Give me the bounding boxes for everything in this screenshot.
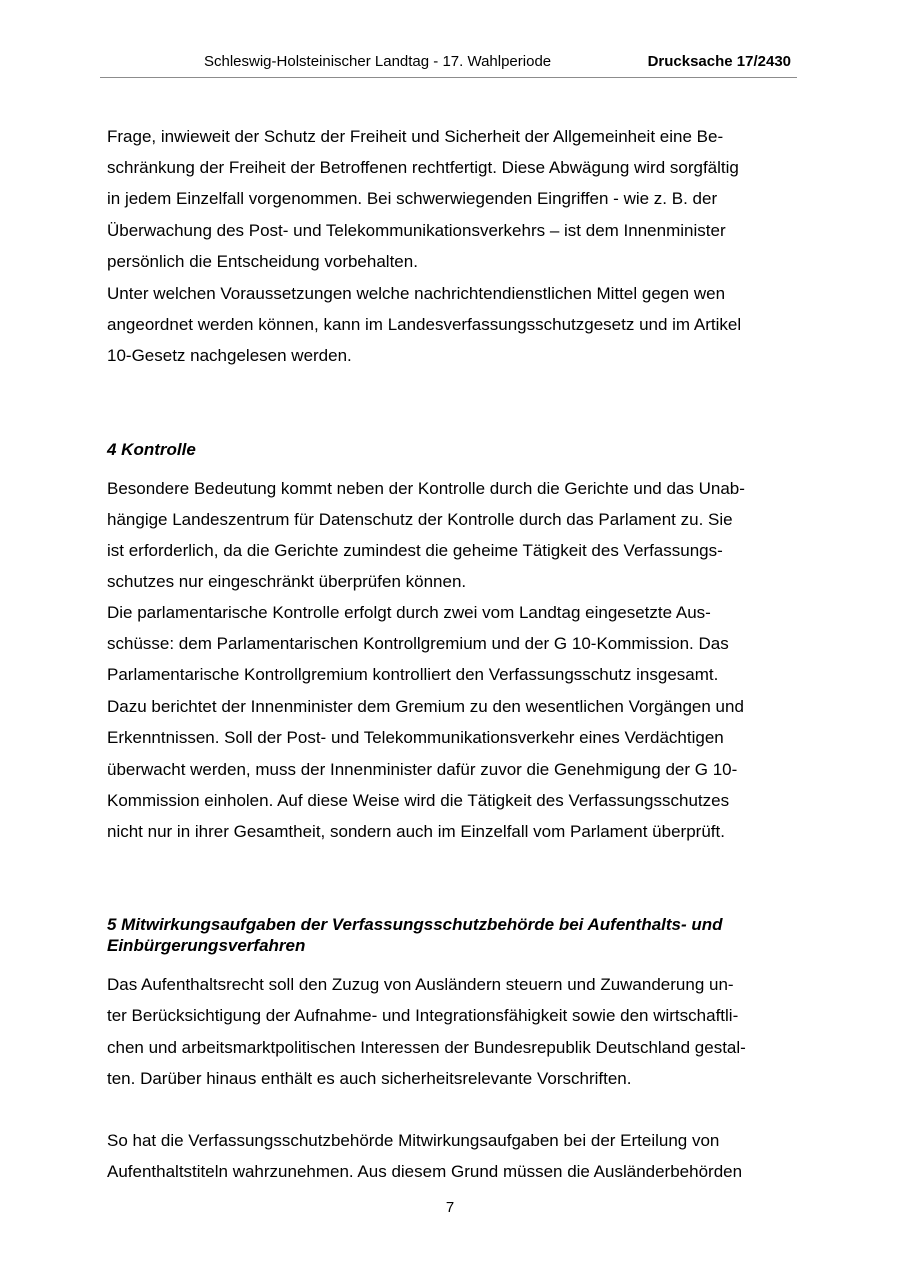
text-line: ter Berücksichtigung der Aufnahme- und Integrationsfähigkeit sowie den wirtschaftli- (107, 1006, 739, 1025)
text-line: überwacht werden, muss der Innenminister dafür zuvor die Genehmigung der G 10- (107, 760, 738, 779)
text-line: ist erforderlich, da die Gerichte zumindest die geheime Tätigkeit des Verfassungs- (107, 541, 723, 560)
header-title: Schleswig-Holsteinischer Landtag - 17. Wahlperiode (204, 53, 552, 70)
document-number: Drucksache 17/2430 (647, 53, 791, 70)
text-line: nicht nur in ihrer Gesamtheit, sondern auch im Einzelfall vom Parlament überprüft. (107, 822, 725, 841)
text-line: 10-Gesetz nachgelesen werden. (107, 346, 352, 365)
section-5-heading: Einbürgerungsverfahren (107, 936, 306, 955)
text-line: in jedem Einzelfall vorgenommen. Bei schwerwiegenden Eingriffen - wie z. B. der (107, 189, 718, 208)
section-4-heading: 4 Kontrolle (107, 440, 196, 459)
page-number: 7 (445, 1199, 455, 1216)
text-line: chen und arbeitsmarktpolitischen Interessen der Bundesrepublik Deutschland gestal- (107, 1038, 746, 1057)
text-line: Das Aufenthaltsrecht soll den Zuzug von Ausländern steuern und Zuwanderung un- (107, 975, 734, 994)
text-line: Die parlamentarische Kontrolle erfolgt durch zwei vom Landtag eingesetzte Aus- (107, 603, 711, 622)
text-line: Kommission einholen. Auf diese Weise wird die Tätigkeit des Verfassungsschutzes (107, 791, 730, 810)
text-line: Überwachung des Post- und Telekommunikationsverkehrs – ist dem Innenminister (107, 221, 726, 240)
text-line: schutzes nur eingeschränkt überprüfen können. (107, 572, 467, 591)
text-line: Erkenntnissen. Soll der Post- und Telekommunikationsverkehr eines Verdächtigen (107, 728, 724, 747)
text-line: Aufenthaltstiteln wahrzunehmen. Aus diesem Grund müssen die Ausländerbehörden (107, 1162, 743, 1181)
text-line: hängige Landeszentrum für Datenschutz der Kontrolle durch das Parlament zu. Sie (107, 510, 733, 529)
text-line: angeordnet werden können, kann im Landesverfassungsschutzgesetz und im Artikel (107, 315, 742, 334)
text-line: schränkung der Freiheit der Betroffenen rechtfertigt. Diese Abwägung wird sorgfältig (107, 158, 739, 177)
text-line: Frage, inwieweit der Schutz der Freiheit und Sicherheit der Allgemeinheit eine Be- (107, 127, 724, 146)
text-line: schüsse: dem Parlamentarischen Kontrollgremium und der G 10-Kommission. Das (107, 634, 729, 653)
text-line: ten. Darüber hinaus enthält es auch sicherheitsrelevante Vorschriften. (107, 1069, 632, 1088)
text-line: Unter welchen Voraussetzungen welche nachrichtendienstlichen Mittel gegen wen (107, 284, 726, 303)
text-line: Dazu berichtet der Innenminister dem Gremium zu den wesentlichen Vorgängen und (107, 697, 744, 716)
section-5-heading: 5 Mitwirkungsaufgaben der Verfassungsschutzbehörde bei Aufenthalts- und (107, 915, 723, 934)
text-line: persönlich die Entscheidung vorbehalten. (107, 252, 418, 271)
text-line: So hat die Verfassungsschutzbehörde Mitwirkungsaufgaben bei der Erteilung von (107, 1131, 720, 1150)
page-header (100, 53, 797, 78)
text-line: Besondere Bedeutung kommt neben der Kontrolle durch die Gerichte und das Unab- (107, 479, 745, 498)
text-line: Parlamentarische Kontrollgremium kontrolliert den Verfassungsschutz insgesamt. (107, 665, 719, 684)
